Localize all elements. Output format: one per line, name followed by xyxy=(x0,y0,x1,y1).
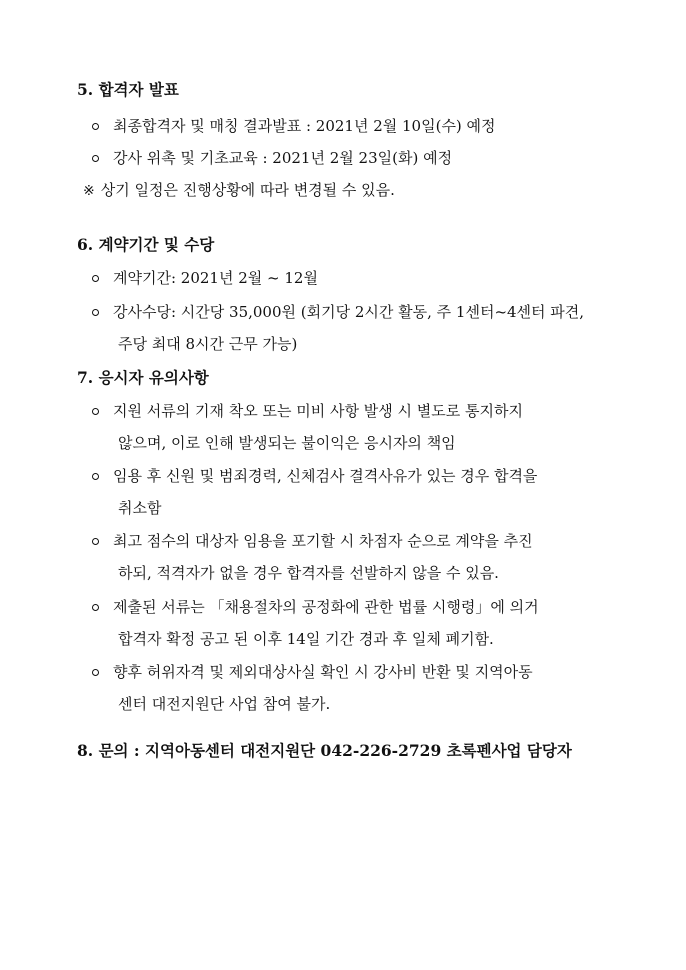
section-7-item-1-text: 지원 서류의 기재 착오 또는 미비 사항 발생 시 별도로 통지하지 xyxy=(113,402,523,420)
section-6-item-2-continuation: 주당 최대 8시간 근무 가능) xyxy=(118,335,298,353)
section-7-item-2 xyxy=(92,466,537,486)
circle-bullet-icon xyxy=(92,538,99,545)
circle-bullet-icon xyxy=(92,604,99,611)
circle-bullet-icon xyxy=(92,123,99,130)
section-5-item-2-text: 강사 위촉 및 기초교육 : 2021년 2월 23일(화) 예정 xyxy=(113,149,453,167)
circle-bullet-icon xyxy=(92,275,99,282)
circle-bullet-icon xyxy=(92,473,99,480)
section-7-item-5-continuation: 센터 대전지원단 사업 참여 불가. xyxy=(118,695,331,713)
section-7-item-4-text: 제출된 서류는 「채용절차의 공정화에 관한 법률 시행령」에 의거 xyxy=(113,598,539,616)
section-8-contact: 8. 문의 : 지역아동센터 대전지원단 042-226-2729 초록펜사업 담당자 xyxy=(77,741,572,760)
section-5-item-2 xyxy=(92,148,452,168)
section-7-item-3 xyxy=(92,531,533,551)
section-5-item-1-text: 최종합격자 및 매칭 결과발표 : 2021년 2월 10일(수) 예정 xyxy=(113,117,496,135)
circle-bullet-icon xyxy=(92,669,99,676)
section-5-note-text: 상기 일정은 진행상황에 따라 변경될 수 있음. xyxy=(100,181,395,199)
section-7-item-4 xyxy=(92,597,539,617)
section-7-item-1-continuation: 않으며, 이로 인해 발생되는 불이익은 응시자의 책임 xyxy=(118,434,456,452)
section-7-item-3-text: 최고 점수의 대상자 임용을 포기할 시 차점자 순으로 계약을 추진 xyxy=(113,532,533,550)
section-6-item-2 xyxy=(92,302,584,322)
section-7-item-5-text: 향후 허위자격 및 제외대상사실 확인 시 강사비 반환 및 지역아동 xyxy=(113,663,533,681)
section-5-item-1 xyxy=(92,116,496,136)
reference-mark-icon: ※ xyxy=(83,183,95,199)
section-7-item-2-text: 임용 후 신원 및 범죄경력, 신체검사 결격사유가 있는 경우 합격을 xyxy=(113,467,538,485)
section-6-item-1 xyxy=(92,268,318,288)
section-7-item-3-continuation: 하되, 적격자가 없을 경우 합격자를 선발하지 않을 수 있음. xyxy=(118,564,499,582)
section-5-note xyxy=(83,180,395,201)
section-6-heading: 6. 계약기간 및 수당 xyxy=(77,235,215,254)
section-6-item-2-text: 강사수당: 시간당 35,000원 (회기당 2시간 활동, 주 1센터~4센터 파견, xyxy=(113,303,585,321)
circle-bullet-icon xyxy=(92,408,99,415)
section-7-item-1 xyxy=(92,401,523,421)
section-5-heading: 5. 합격자 발표 xyxy=(77,80,179,99)
circle-bullet-icon xyxy=(92,155,99,162)
section-7-item-2-continuation: 취소함 xyxy=(118,499,162,517)
section-6-item-1-text: 계약기간: 2021년 2월 ~ 12월 xyxy=(113,269,318,287)
section-7-item-4-continuation: 합격자 확정 공고 된 이후 14일 기간 경과 후 일체 폐기함. xyxy=(118,630,494,648)
circle-bullet-icon xyxy=(92,309,99,316)
section-7-heading: 7. 응시자 유의사항 xyxy=(77,368,209,387)
section-7-item-5 xyxy=(92,662,533,682)
